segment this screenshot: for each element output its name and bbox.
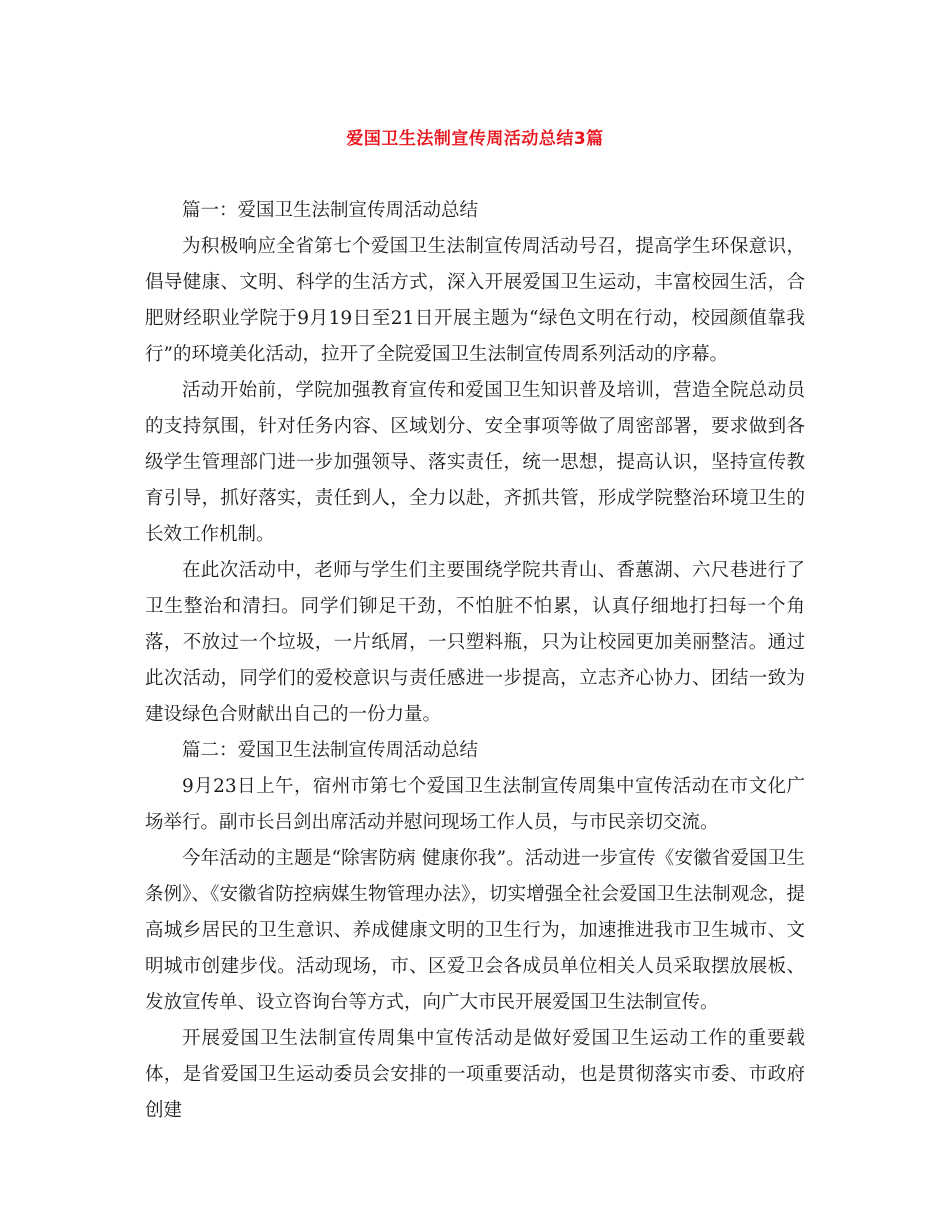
- document-title: 爱国卫生法制宣传周活动总结3篇: [346, 129, 604, 149]
- document-body: [145, 193, 805, 1129]
- paragraph: 开展爱国卫生法制宣传周集中宣传活动是做好爱国卫生运动工作的重要载体，是省爱国卫生运动委员会安排的一项重要活动，也是贯彻落实市委、市政府创建: [145, 1028, 805, 1121]
- paragraph: 今年活动的主题是“除害防病 健康你我”。活动进一步宣传《安徽省爱国卫生条例》、《安徽省防控病媒生物管理办法》，切实增强全社会爱国卫生法制观念，提高城乡居民的卫生意识、养成健康文明的卫生行为，加速推进我市卫生城市、文明城市创建步伐。活动现场，市、区爱卫会各成员单位相关人员采取摆放展板、发放宣传单、设立咨询台等方式，向广大市民开展爱国卫生法制宣传。: [145, 848, 805, 1013]
- paragraph: 为积极响应全省第七个爱国卫生法制宣传周活动号召，提高学生环保意识，倡导健康、文明、科学的生活方式，深入开展爱国卫生运动，丰富校园生活，合肥财经职业学院于9月19日至21日开展主题为“绿色文明在行动，校园颜值靠我行”的环境美化活动，拉开了全院爱国卫生法制宣传周系列活动的序幕。: [145, 236, 805, 365]
- paragraph: 在此次活动中，老师与学生们主要围绕学院共青山、香蕙湖、六尺巷进行了卫生整治和清扫。同学们铆足干劲，不怕脏不怕累，认真仔细地打扫每一个角落，不放过一个垃圾，一片纸屑，一只塑料瓶，只为让校园更加美丽整洁。通过此次活动，同学们的爱校意识与责任感进一步提高，立志齐心协力、团结一致为建设绿色合财献出自己的一份力量。: [145, 560, 805, 725]
- section-heading-1: 篇一：爱国卫生法制宣传周活动总结: [182, 200, 479, 221]
- paragraph: 9月23日上午，宿州市第七个爱国卫生法制宣传周集中宣传活动在市文化广场举行。副市长吕剑出席活动并慰问现场工作人员，与市民亲切交流。: [145, 776, 805, 833]
- section-heading-2: 篇二：爱国卫生法制宣传周活动总结: [182, 740, 479, 761]
- paragraph: 活动开始前，学院加强教育宣传和爱国卫生知识普及培训，营造全院总动员的支持氛围，针对任务内容、区域划分、安全事项等做了周密部署，要求做到各级学生管理部门进一步加强领导、落实责任，统一思想，提高认识，坚持宣传教育引导，抓好落实，责任到人，全力以赴，齐抓共管，形成学院整治环境卫生的长效工作机制。: [145, 380, 805, 545]
